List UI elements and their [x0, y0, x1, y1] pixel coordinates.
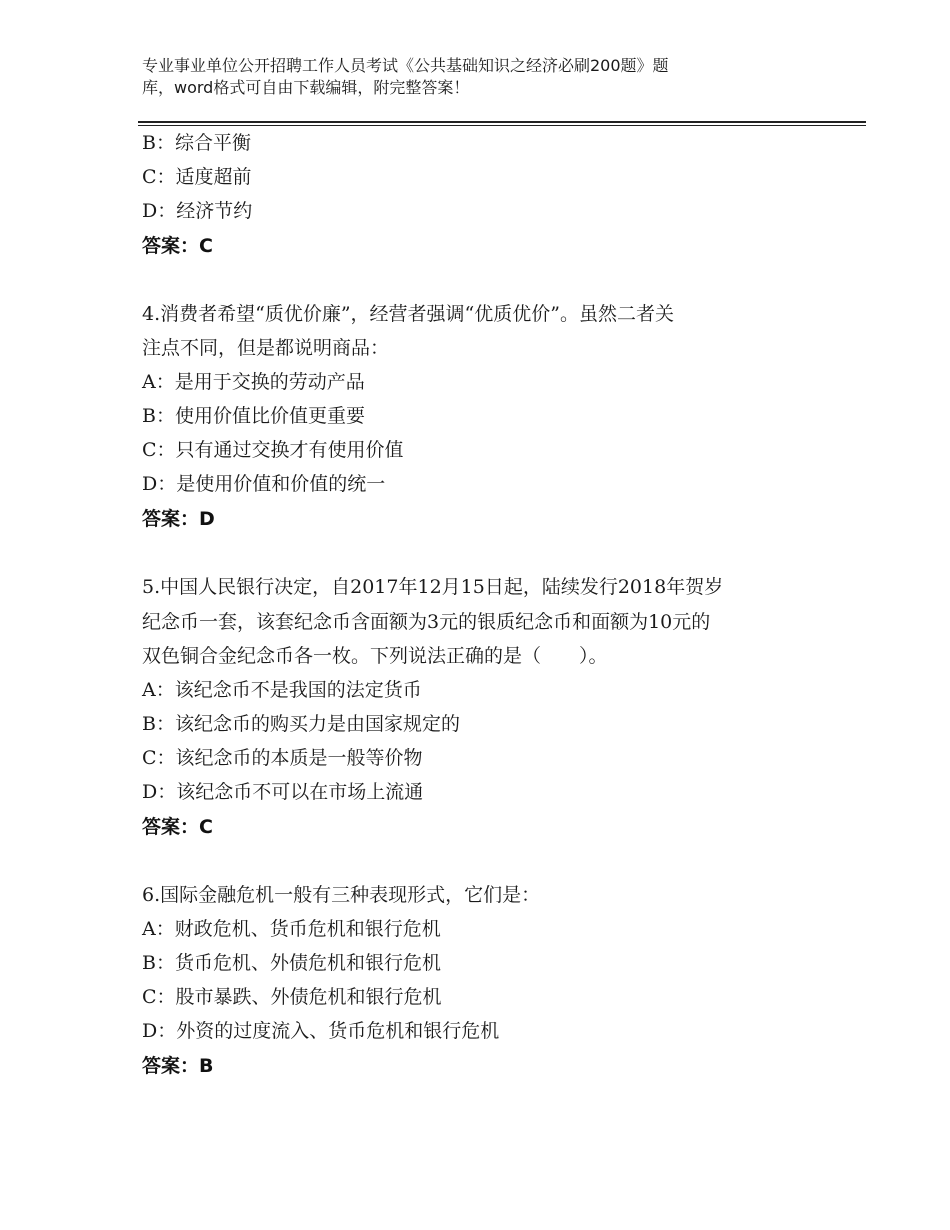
header-title-line-1: 专业事业单位公开招聘工作人员考试《公共基础知识之经济必刷200题》题 [142, 56, 669, 75]
q5-option-d: D：该纪念币不可以在市场上流通 [142, 781, 424, 803]
q6-option-b: B：货币危机、外债危机和银行危机 [142, 952, 441, 974]
q3-option-b: B：综合平衡 [142, 132, 251, 154]
q4-stem-line-1: 4.消费者希望“质优价廉”，经营者强调“优质优价”。虽然二者关 [142, 303, 674, 325]
q5-option-b: B：该纪念币的购买力是由国家规定的 [142, 713, 460, 735]
q4-stem-line-2: 注点不同，但是都说明商品： [142, 337, 390, 359]
q5-option-c: C：该纪念币的本质是一般等价物 [142, 747, 423, 769]
header-divider-thin [138, 125, 866, 126]
q4-option-b: B：使用价值比价值更重要 [142, 405, 365, 427]
q4-option-c: C：只有通过交换才有使用价值 [142, 439, 404, 461]
q5-stem-line-3: 双色铜合金纪念币各一枚。下列说法正确的是（ ）。 [142, 645, 608, 667]
q3-option-c: C：适度超前 [142, 166, 252, 188]
q6-option-a: A：财政危机、货币危机和银行危机 [142, 918, 441, 940]
q5-stem-line-1: 5.中国人民银行决定，自2017年12月15日起，陆续发行2018年贺岁 [142, 576, 724, 598]
header-title-line-2: 库，word格式可自由下载编辑，附完整答案！ [142, 78, 470, 97]
q4-answer: 答案：D [142, 508, 215, 530]
q6-answer: 答案：B [142, 1055, 214, 1077]
q6-stem-line-1: 6.国际金融危机一般有三种表现形式，它们是： [142, 884, 541, 906]
q6-option-d: D：外资的过度流入、货币危机和银行危机 [142, 1020, 500, 1042]
q4-option-a: A：是用于交换的劳动产品 [142, 371, 365, 393]
q5-option-a: A：该纪念币不是我国的法定货币 [142, 679, 422, 701]
q3-option-d: D：经济节约 [142, 200, 253, 222]
header-divider-thick [138, 121, 866, 123]
q6-option-c: C：股市暴跌、外债危机和银行危机 [142, 986, 442, 1008]
document-header [142, 55, 782, 99]
q5-stem-line-2: 纪念币一套，该套纪念币含面额为3元的银质纪念币和面额为10元的 [142, 611, 711, 633]
q3-answer: 答案：C [142, 235, 213, 257]
q4-option-d: D：是使用价值和价值的统一 [142, 473, 386, 495]
q5-answer: 答案：C [142, 816, 213, 838]
